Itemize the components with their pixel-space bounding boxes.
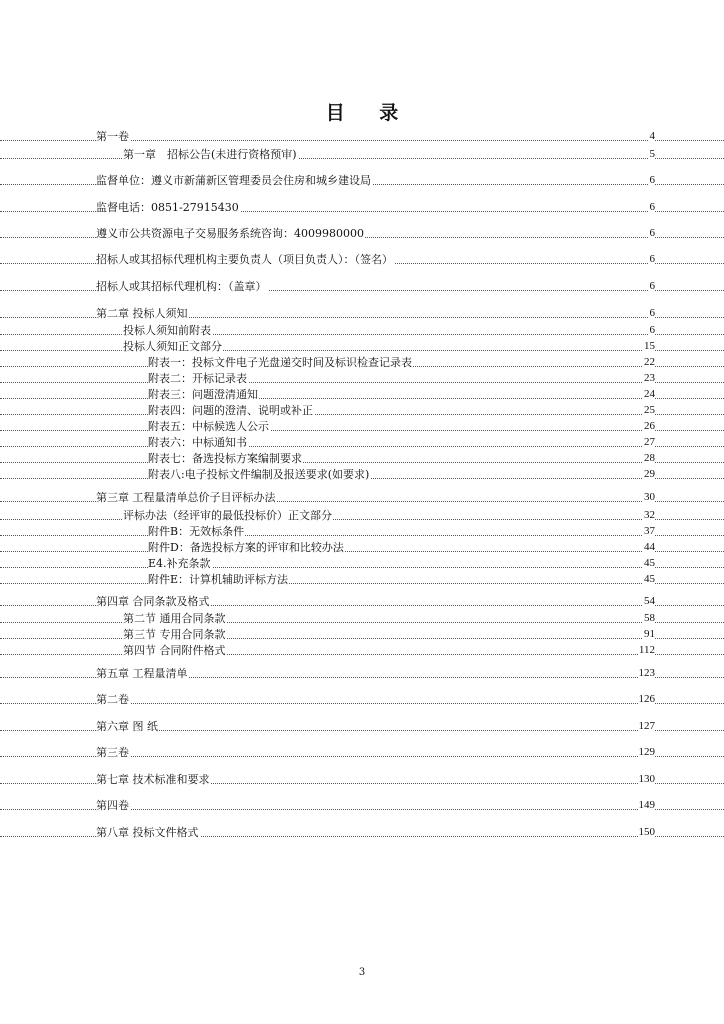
toc-entry-page: 4 <box>649 130 655 142</box>
toc-entry-text: 第八章 投标文件格式 <box>96 826 199 839</box>
toc-entry[interactable] <box>0 825 724 840</box>
toc-entry-page: 24 <box>644 388 655 400</box>
toc-entry-text: 附表八:电子投标文件编制及报送要求(如要求) <box>148 468 370 481</box>
toc-entry-text: 招标人或其招标代理机构主要负责人（项目负责人）：（签名） <box>96 253 393 266</box>
toc-entry-page: 37 <box>644 525 655 537</box>
toc-entry[interactable] <box>0 226 724 241</box>
toc-entry[interactable] <box>0 772 724 787</box>
toc-entry[interactable] <box>0 643 724 658</box>
toc-entry-page: 130 <box>638 773 655 785</box>
toc-entry[interactable] <box>0 490 724 505</box>
toc-entry-text: 第一卷 <box>96 130 129 143</box>
toc-entry-text: 附件E：计算机辅助评标方法 <box>148 573 289 586</box>
toc-entry-page: 54 <box>644 595 655 607</box>
toc-entry-text: 第二节 通用合同条款 <box>123 612 226 625</box>
toc-entry-page: 44 <box>644 541 655 553</box>
toc-entry-text: 招标人或其招标代理机构：（盖章） <box>96 280 267 293</box>
toc-entry-text: 第七章 技术标准和要求 <box>96 773 210 786</box>
toc-entry-text: 第六章 图 纸 <box>96 720 158 733</box>
toc-entry-text: 附表四：问题的澄清、说明或补正 <box>148 404 313 417</box>
toc-entry-text: 第三节 专用合同条款 <box>123 628 226 641</box>
toc-entry-page: 6 <box>649 324 655 336</box>
page-number: 3 <box>358 967 366 978</box>
toc-entry[interactable] <box>0 798 724 813</box>
toc-entry-page: 6 <box>649 227 655 239</box>
toc-entry-page: 129 <box>638 746 655 758</box>
toc-entry-text: 第四卷 <box>96 799 129 812</box>
toc-entry[interactable] <box>0 467 724 482</box>
toc-entry-page: 45 <box>644 573 655 585</box>
toc-entry-page: 5 <box>649 148 655 160</box>
toc-entry-text: 附件D：备选投标方案的评审和比较办法 <box>148 541 344 554</box>
toc-entry-text: 附表七：备选投标方案编制要求 <box>148 452 302 465</box>
toc-entry-page: 32 <box>644 509 655 521</box>
toc-entry-page: 30 <box>644 491 655 503</box>
toc-entry-page: 58 <box>644 612 655 624</box>
toc-entry-page: 29 <box>644 468 655 480</box>
toc-entry-text: 第一章 招标公告(未进行资格预审) <box>123 148 297 161</box>
toc-entry-page: 149 <box>638 799 655 811</box>
toc-entry-text: 附件B：无效标条件 <box>148 525 245 538</box>
toc-entry-text: 第四章 合同条款及格式 <box>96 595 210 608</box>
toc-entry-text: E4.补充条款 <box>148 557 211 570</box>
toc-entry-text: 监督单位：遵义市新蒲新区管理委员会住房和城乡建设局 <box>96 174 371 187</box>
toc-entry-page: 23 <box>644 372 655 384</box>
toc-entry-text: 附表六：中标通知书 <box>148 436 247 449</box>
toc-entry-page: 25 <box>644 404 655 416</box>
toc-entry-text: 附表二：开标记录表 <box>148 372 247 385</box>
toc-entry[interactable] <box>0 594 724 609</box>
toc-entry-text: 附表三：问题澄清通知 <box>148 388 258 401</box>
toc-entry-page: 22 <box>644 356 655 368</box>
toc-entry-text: 第五章 工程量清单 <box>96 667 188 680</box>
toc-entry-text: 评标办法（经评审的最低投标价）正文部分 <box>123 509 332 522</box>
toc-entry[interactable] <box>0 200 724 215</box>
toc-entry[interactable] <box>0 129 724 144</box>
toc-entry-page: 26 <box>644 420 655 432</box>
toc-entry-page: 126 <box>638 693 655 705</box>
toc-entry-text: 投标人须知前附表 <box>123 324 211 337</box>
toc-entry-text: 第二卷 <box>96 693 129 706</box>
toc-entry[interactable] <box>0 719 724 734</box>
toc-entry-text: 遵义市公共资源电子交易服务系统咨询：4009980000 <box>96 227 364 240</box>
toc-entry[interactable] <box>0 279 724 294</box>
toc-entry-page: 6 <box>649 201 655 213</box>
toc-entry[interactable] <box>0 306 724 321</box>
toc-entry[interactable] <box>0 173 724 188</box>
toc-entry-page: 150 <box>638 826 655 838</box>
toc-entry-page: 127 <box>638 720 655 732</box>
toc-entry-text: 附表一：投标文件电子光盘递交时间及标识检查记录表 <box>148 356 412 369</box>
toc-entry-page: 123 <box>638 667 655 679</box>
toc-entry[interactable] <box>0 745 724 760</box>
toc-entry-page: 112 <box>638 644 655 656</box>
toc-entry-page: 6 <box>649 280 655 292</box>
toc-entry-text: 第三卷 <box>96 746 129 759</box>
toc-entry-page: 27 <box>644 436 655 448</box>
toc-entry[interactable] <box>0 252 724 267</box>
toc-title: 目 录 <box>325 102 413 124</box>
toc-entry-page: 6 <box>649 307 655 319</box>
toc-entry[interactable] <box>0 147 724 162</box>
toc-entry-text: 投标人须知正文部分 <box>123 340 222 353</box>
toc-entry-page: 45 <box>644 557 655 569</box>
toc-entry-page: 6 <box>649 174 655 186</box>
toc-entry-page: 6 <box>649 253 655 265</box>
toc-entry-text: 第二章 投标人须知 <box>96 307 188 320</box>
toc-entry[interactable] <box>0 692 724 707</box>
toc-entry-page: 91 <box>644 628 655 640</box>
toc-entry-text: 第四节 合同附件格式 <box>123 644 226 657</box>
toc-entry-text: 第三章 工程量清单总价子目评标办法 <box>96 491 276 504</box>
toc-entry-page: 15 <box>644 340 655 352</box>
toc-entry[interactable] <box>0 666 724 681</box>
toc-entry-page: 28 <box>644 452 655 464</box>
toc-entry-text: 监督电话：0851-27915430 <box>96 201 239 214</box>
toc-entry[interactable] <box>0 572 724 587</box>
toc-entry-text: 附表五：中标候选人公示 <box>148 420 269 433</box>
